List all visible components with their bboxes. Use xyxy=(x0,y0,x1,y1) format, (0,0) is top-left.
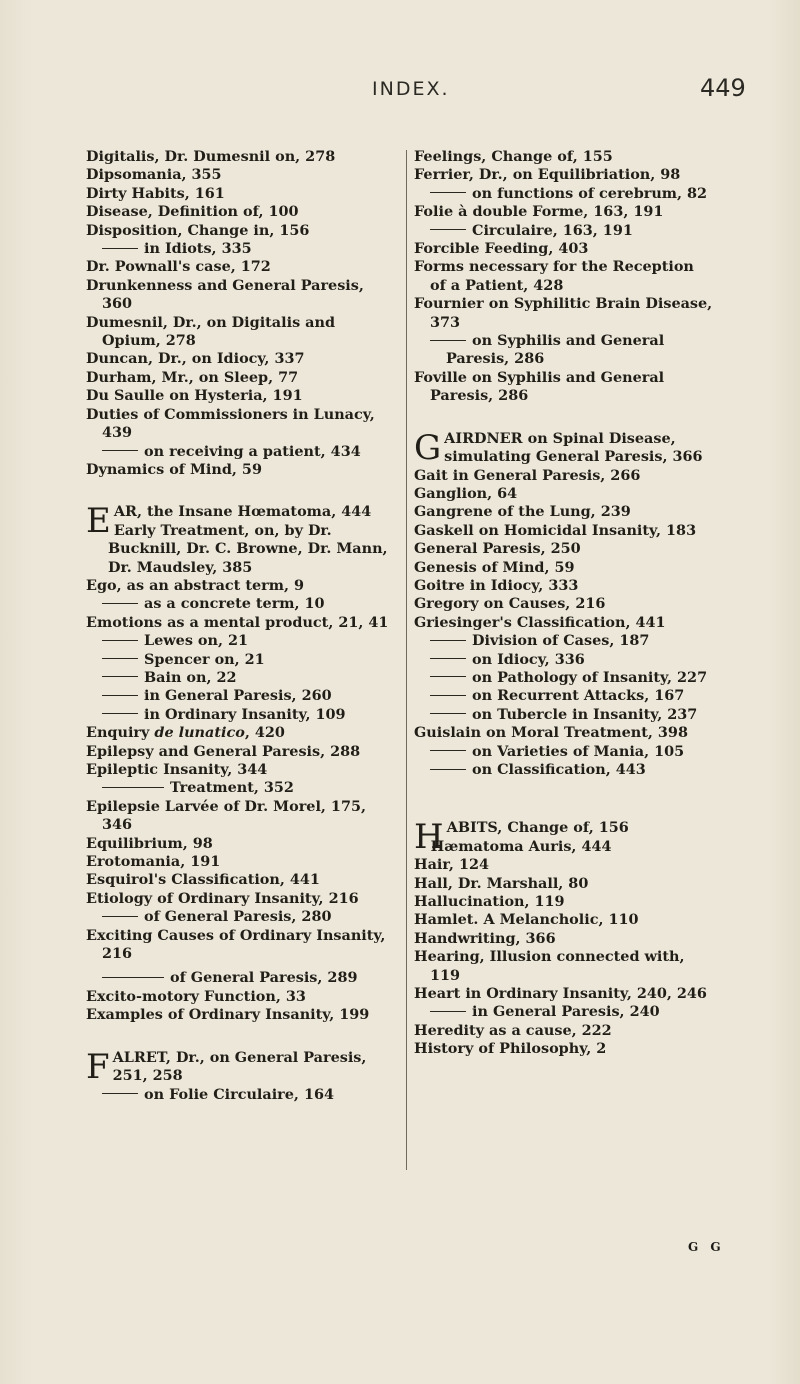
index-letter-section-e xyxy=(86,503,398,577)
index-entry: Drunkenness and General Paresis, 360 xyxy=(86,276,364,313)
section-gap xyxy=(414,406,714,430)
index-entry: Foville on Syphilis and General Paresis, 286 xyxy=(414,368,665,405)
index-subentry: on Classification, 443 xyxy=(414,761,714,779)
index-entry: Durham, Mr., on Sleep, 77 xyxy=(86,368,299,386)
index-subentry: in General Paresis, 240 xyxy=(414,1003,714,1021)
index-subentry: Spencer on, 21 xyxy=(86,651,398,669)
index-entry: Exciting Causes of Ordinary Insanity, 216 xyxy=(86,926,386,963)
running-head-title: INDEX. xyxy=(372,78,450,100)
column-divider xyxy=(406,150,407,1170)
page-header xyxy=(0,74,800,114)
index-entry: Etiology of Ordinary Insanity, 216 xyxy=(86,889,359,907)
index-entry: Heredity as a cause, 222 xyxy=(414,1021,612,1039)
index-entry: Erotomania, 191 xyxy=(86,853,221,871)
index-subentry: on Idiocy, 336 xyxy=(414,651,714,669)
index-subentry: in Ordinary Insanity, 109 xyxy=(86,706,398,724)
index-entry: Dumesnil, Dr., on Digitalis and Opium, 278 xyxy=(86,313,336,350)
index-letter-section-g xyxy=(414,427,714,468)
index-entry: Enquiry de lunatico, 420 xyxy=(86,724,285,742)
drop-cap-letter: E xyxy=(86,501,111,542)
index-entry: Gregory on Causes, 216 xyxy=(414,595,606,613)
index-subentry: Treatment, 352 xyxy=(86,779,398,797)
index-subentry: in General Paresis, 260 xyxy=(86,687,398,705)
index-subentry: on Syphilis and General Paresis, 286 xyxy=(414,332,714,369)
index-subentry: on Folie Circulaire, 164 xyxy=(86,1086,398,1104)
index-subentry: on Varieties of Mania, 105 xyxy=(414,743,714,761)
index-entry: Hallucination, 119 xyxy=(414,893,565,911)
index-subentry: Circulaire, 163, 191 xyxy=(414,222,714,240)
section-gap xyxy=(86,1025,398,1049)
index-entry: Gaskell on Homicidal Insanity, 183 xyxy=(414,521,697,539)
index-entry: Folie à double Forme, 163, 191 xyxy=(414,203,664,221)
index-subentry: on Tubercle in Insanity, 237 xyxy=(414,706,714,724)
index-entry: Griesinger's Classification, 441 xyxy=(414,613,666,631)
index-entry: Excito-motory Function, 33 xyxy=(86,987,306,1005)
index-entry: Du Saulle on Hysteria, 191 xyxy=(86,387,303,405)
index-entry: Ego, as an abstract term, 9 xyxy=(86,576,304,594)
index-subentry: in Idiots, 335 xyxy=(86,240,398,258)
index-subentry: Bain on, 22 xyxy=(86,669,398,687)
index-subentry: on Recurrent Attacks, 167 xyxy=(414,687,714,705)
index-entry: Dipsomania, 355 xyxy=(86,166,222,184)
index-entry: Emotions as a mental product, 21, 41 xyxy=(86,613,389,631)
drop-cap-letter: H xyxy=(414,817,444,858)
drop-cap-letter: G xyxy=(414,427,442,468)
index-subentry: of General Paresis, 289 xyxy=(86,969,398,987)
index-subentry: as a concrete term, 10 xyxy=(86,595,398,613)
ditto-dash xyxy=(102,450,138,451)
index-entry: Heart in Ordinary Insanity, 240, 246 xyxy=(414,985,707,1003)
page-number: 449 xyxy=(700,74,746,102)
index-entry: Gangrene of the Lung, 239 xyxy=(414,503,631,521)
index-entry: Feelings, Change of, 155 xyxy=(414,148,613,165)
index-entry: Hamlet. A Melancholic, 110 xyxy=(414,911,639,929)
left-column xyxy=(86,148,398,1104)
index-subentry: on Pathology of Insanity, 227 xyxy=(414,669,714,687)
index-entry: General Paresis, 250 xyxy=(414,540,581,558)
index-entry: Epilepsy and General Paresis, 288 xyxy=(86,742,361,760)
index-entry: Duties of Commissioners in Lunacy, 439 xyxy=(86,405,375,442)
index-entry: Esquirol's Classification, 441 xyxy=(86,871,320,889)
index-subentry: on receiving a patient, 434 xyxy=(86,443,398,461)
index-subentry: Lewes on, 21 xyxy=(86,632,398,650)
index-entry: Duncan, Dr., on Idiocy, 337 xyxy=(86,350,305,368)
index-entry: AR, the Insane Hœmatoma, 444 xyxy=(113,503,372,521)
index-entry: Genesis of Mind, 59 xyxy=(414,558,575,576)
index-entry: Goitre in Idiocy, 333 xyxy=(414,576,579,594)
index-entry: Early Treatment, on, by Dr. Bucknill, Dr. C. Browne, Dr. Mann, Dr. Maudsley, 385 xyxy=(108,521,388,576)
index-entry: Forcible Feeding, 403 xyxy=(414,240,589,258)
index-entry: Hair, 124 xyxy=(414,856,489,874)
index-entry: Equilibrium, 98 xyxy=(86,834,213,852)
index-entry: Hall, Dr. Marshall, 80 xyxy=(414,874,589,892)
index-entry: Examples of Ordinary Insanity, 199 xyxy=(86,1006,370,1024)
index-entry: Digitalis, Dr. Dumesnil on, 278 xyxy=(86,148,336,165)
index-entry: ALRET, Dr., on General Paresis, 251, 258 xyxy=(112,1048,367,1085)
index-entry: Ferrier, Dr., on Equilibriation, 98 xyxy=(414,166,681,184)
index-entry: Disease, Definition of, 100 xyxy=(86,203,299,221)
index-entry: Dynamics of Mind, 59 xyxy=(86,460,262,478)
right-column xyxy=(414,148,714,1059)
index-entry: Epileptic Insanity, 344 xyxy=(86,761,268,778)
index-entry: Guislain on Moral Treatment, 398 xyxy=(414,724,688,742)
index-subentry: Division of Cases, 187 xyxy=(414,632,714,650)
drop-cap-letter: F xyxy=(86,1046,110,1087)
index-entry: Forms necessary for the Reception of a Patient, 428 xyxy=(414,258,694,294)
index-subentry: of General Paresis, 280 xyxy=(86,908,398,926)
section-gap xyxy=(414,779,714,819)
signature-mark: G G xyxy=(688,1240,725,1254)
index-entry: Ganglion, 64 xyxy=(414,484,518,502)
index-letter-section-f xyxy=(86,1046,398,1087)
index-entry: AIRDNER on Spinal Disease, simulating General Paresis, 366 xyxy=(444,429,703,466)
index-entry: ABITS, Change of, 156 xyxy=(446,819,629,837)
index-entry: Fournier on Syphilitic Brain Disease, 373 xyxy=(414,295,713,331)
index-entry: Epilepsie Larvée of Dr. Morel, 175, 346 xyxy=(86,797,366,834)
index-entry: Hearing, Illusion connected with, 119 xyxy=(414,948,685,984)
ditto-dash xyxy=(102,248,138,249)
section-gap xyxy=(86,479,398,503)
index-entry: Gait in General Paresis, 266 xyxy=(414,466,641,484)
index-entry: Disposition, Change in, 156 xyxy=(86,221,310,239)
index-entry: History of Philosophy, 2 xyxy=(414,1040,607,1058)
index-entry: Dr. Pownall's case, 172 xyxy=(86,258,271,276)
index-subentry: on functions of cerebrum, 82 xyxy=(414,185,714,203)
index-entry: Dirty Habits, 161 xyxy=(86,184,225,202)
index-entry: Hæmatoma Auris, 444 xyxy=(430,837,612,855)
index-entry: Handwriting, 366 xyxy=(414,929,556,947)
